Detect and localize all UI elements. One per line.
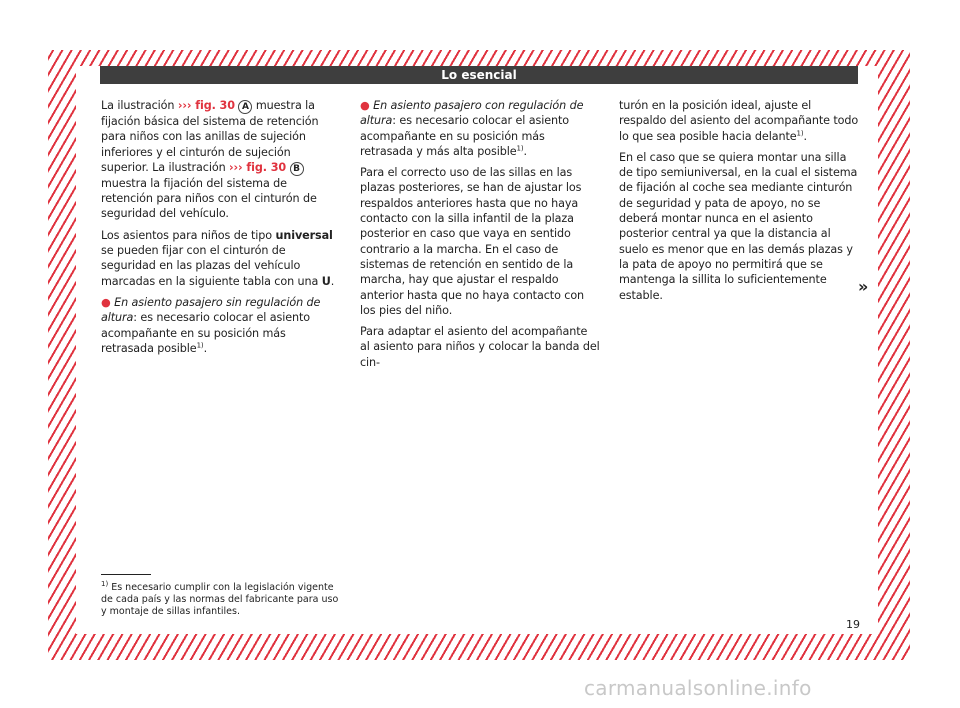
bullet-item	[101, 295, 341, 356]
text-column-1	[101, 98, 341, 362]
footnote-marker: 1)	[101, 579, 109, 588]
footnote-marker: 1)	[196, 341, 204, 350]
paragraph	[101, 228, 341, 289]
footnote	[101, 579, 341, 618]
footnote-divider	[101, 574, 151, 575]
continue-arrow-icon: »	[858, 277, 869, 296]
paragraph: Para adaptar el asiento del acompañante al asiento para niños y colocar la banda del cin-	[360, 325, 600, 369]
text: turón en la posición ideal, ajuste el respaldo del asiento del acompañante todo lo que sea posible hacia delante	[619, 99, 859, 143]
callout-b-badge: B	[290, 162, 304, 176]
text-column-2	[360, 98, 600, 376]
text: .	[523, 144, 527, 158]
text: : es necesario colocar el asiento acompañante en su posición más retrasada posible	[101, 311, 311, 355]
paragraph	[619, 98, 859, 144]
figure-reference-link[interactable]: ››› fig. 30	[229, 160, 287, 174]
text: .	[803, 129, 807, 143]
bold-term: U	[321, 274, 331, 288]
page-number: 19	[846, 618, 860, 631]
text: .	[330, 274, 335, 288]
text: La ilustración	[101, 99, 178, 112]
text: se pueden fijar con el cinturón de seguridad en las plazas del vehículo marcadas en la siguiente tabla con una	[101, 244, 322, 288]
bullet-item	[360, 98, 600, 159]
text-column-3	[619, 98, 859, 309]
text: : es necesario colocar el asiento acompañante en su posición más retrasada y más alta posible	[360, 114, 570, 158]
section-title: Lo esencial	[441, 68, 517, 82]
text: muestra la fijación básica del sistema de retención para niños con las anillas de sujeción inferiores y el cinturón de sujeción superior. La ilustración	[101, 99, 319, 174]
bullet-icon: ●	[360, 99, 370, 112]
bold-term: universal	[275, 228, 333, 242]
bullet-icon: ●	[101, 295, 111, 309]
watermark: carmanualsonline.info	[584, 676, 812, 700]
italic-text: En asiento pasajero con regulación de altura	[360, 99, 584, 128]
figure-reference-link[interactable]: ››› fig. 30	[177, 99, 235, 112]
text: muestra la fijación del sistema de retención para niños con el cinturón de seguridad del vehículo.	[101, 176, 317, 221]
callout-a-badge: A	[238, 100, 252, 114]
footnote-text: Es necesario cumplir con la legislación vigente de cada país y las normas del fabricante para uso y montaje de sillas infantiles.	[101, 582, 339, 617]
text: .	[203, 341, 208, 355]
italic-text: En asiento pasajero sin regulación de altura	[101, 295, 321, 325]
paragraph: En el caso que se quiera montar una silla de tipo semiuniversal, en la cual el sistema de fijación al coche sea mediante cinturón de seguridad y pata de apoyo, no se deberá montar nunca en el asiento posterior central ya que la distancia al suelo es menor que en las demás plazas y la pata de apoyo no permitirá que se mantenga la sillita lo suficientemente estable.	[619, 150, 858, 302]
paragraph	[101, 98, 341, 222]
footnote-marker: 1)	[516, 144, 524, 153]
paragraph: Para el correcto uso de las sillas en las plazas posteriores, se han de ajustar los respaldos anteriores hasta que no haya contacto con la silla infantil de la plaza posterior en caso que vaya en sentido contrario a la marcha. En el caso de sistemas de retención en sentido de la marcha, hay que ajustar el respaldo anterior hasta que no haya contacto con los pies del niño.	[360, 166, 585, 317]
text: Los asientos para niños de tipo	[101, 228, 276, 242]
footnote-marker: 1)	[796, 128, 804, 137]
section-header	[100, 66, 858, 84]
